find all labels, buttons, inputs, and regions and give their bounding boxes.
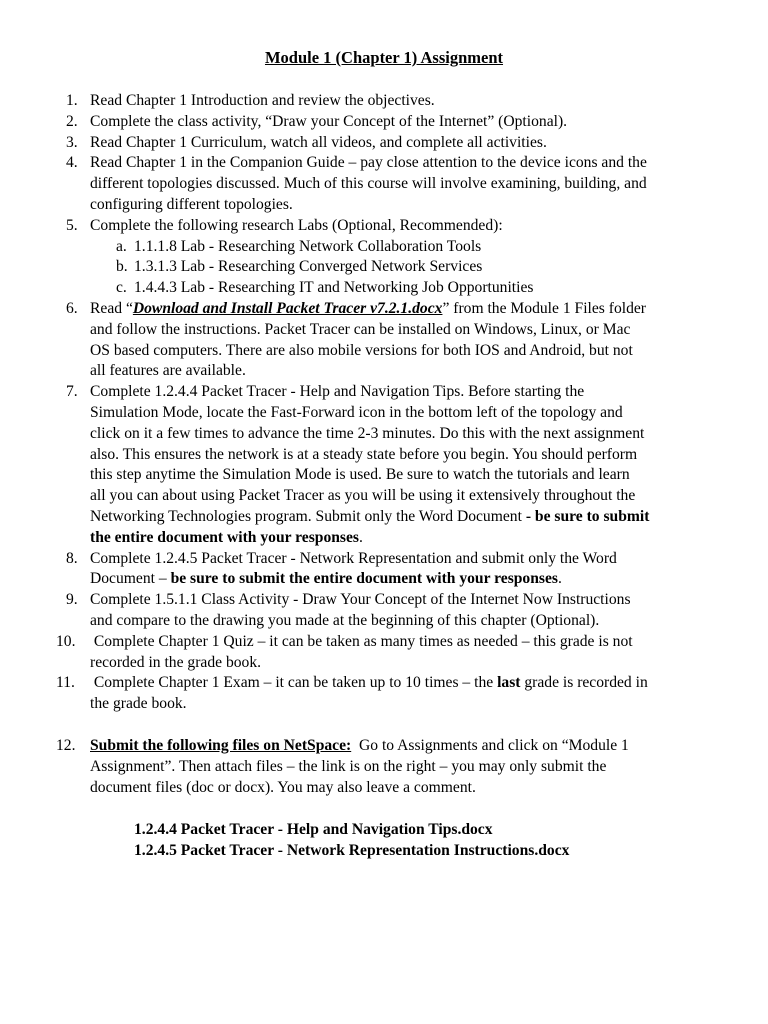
item-text: Complete the class activity, “Draw your Concept of the Internet” (Optional). xyxy=(90,112,568,130)
item-text-segment: Complete Chapter 1 Exam – it can be taken up to 10 times – the xyxy=(90,674,498,692)
item-text-line xyxy=(90,507,736,528)
item-text-line: and compare to the drawing you made at the beginning of this chapter (Optional). xyxy=(90,611,600,629)
sub-item-text: 1.4.4.3 Lab - Researching IT and Networking Job Opportunities xyxy=(134,279,534,297)
item-text-line: Complete Chapter 1 Quiz – it can be taken as many times as needed – this grade is not xyxy=(90,632,633,650)
item-text-line: click on it a few times to advance the time 2-3 minutes. Do this with the next assignment xyxy=(90,424,645,442)
sub-item-text: 1.1.1.8 Lab - Researching Network Collaboration Tools xyxy=(134,237,482,255)
item-text: Complete the following research Labs (Optional, Recommended): xyxy=(90,216,503,234)
list-item-6 xyxy=(66,299,736,382)
list-item-11 xyxy=(56,673,736,715)
list-item-10 xyxy=(56,632,736,674)
item-number: 4. xyxy=(66,154,78,172)
item-text-line: Complete 1.2.4.5 Packet Tracer - Network Representation and submit only the Word xyxy=(90,549,617,567)
sub-item-letter: b. xyxy=(116,258,128,276)
file-list xyxy=(134,820,569,862)
item-number: 2. xyxy=(66,112,78,130)
sub-item-letter: c. xyxy=(116,279,127,297)
item-number: 6. xyxy=(66,299,78,317)
item-number: 12. xyxy=(56,736,76,754)
item-text-line: the grade book. xyxy=(90,695,187,713)
item-text-line: also. This ensures the network is at a steady state before you begin. You should perform xyxy=(90,445,638,463)
list-item-8 xyxy=(66,549,736,591)
item-text-line: Read Chapter 1 in the Companion Guide – pay close attention to the device icons and the xyxy=(90,154,647,172)
item-text-line: Simulation Mode, locate the Fast-Forward icon in the bottom left of the topology and xyxy=(90,403,623,421)
page-title: Module 1 (Chapter 1) Assignment xyxy=(264,48,504,67)
document-link[interactable]: Download and Install Packet Tracer v7.2.1.docx xyxy=(132,299,443,317)
bold-emphasis: - be sure to submit xyxy=(525,507,650,525)
spacer xyxy=(66,715,736,736)
item-text-line: Assignment”. Then attach files – the link is on the right – you may only submit the xyxy=(90,757,607,775)
list-item-3 xyxy=(66,133,736,154)
item-text-line xyxy=(90,569,736,590)
item-text-line: recorded in the grade book. xyxy=(90,653,262,671)
item-text-line: and follow the instructions. Packet Tracer can be installed on Windows, Linux, or Mac xyxy=(90,320,631,338)
item-text: Read Chapter 1 Curriculum, watch all videos, and complete all activities. xyxy=(90,133,547,151)
bold-emphasis: be sure to submit the entire document with your responses xyxy=(170,570,558,588)
item-text-line: all you can about using Packet Tracer as you will be using it extensively throughout the xyxy=(90,487,636,505)
item-text-line xyxy=(90,673,736,694)
item-text-line: configuring different topologies. xyxy=(90,195,293,213)
sub-item-a xyxy=(66,237,736,258)
item-text: Read Chapter 1 Introduction and review the objectives. xyxy=(90,92,435,109)
file-name-1: 1.2.4.4 Packet Tracer - Help and Navigation Tips.docx xyxy=(134,821,493,838)
item-number: 1. xyxy=(66,92,78,109)
sub-item-letter: a. xyxy=(116,237,127,255)
list-item-12 xyxy=(56,736,736,798)
item-text-segment: Networking Technologies program. Submit only the Word Document xyxy=(90,507,526,525)
sub-item-c xyxy=(66,278,736,299)
item-text-line xyxy=(90,299,736,320)
list-item-2 xyxy=(66,112,736,133)
item-number: 7. xyxy=(66,383,78,401)
item-text-segment: grade is recorded in xyxy=(520,674,648,692)
list-item-4 xyxy=(66,153,736,215)
item-text-segment: Go to Assignments and click on “Module 1 xyxy=(351,736,629,754)
item-text-line: OS based computers. There are also mobile versions for both IOS and Android, but not xyxy=(90,341,633,359)
item-text-line: all features are available. xyxy=(90,362,246,380)
item-number: 3. xyxy=(66,133,78,151)
file-name-2: 1.2.4.5 Packet Tracer - Network Representation Instructions.docx xyxy=(134,841,570,859)
item-number: 5. xyxy=(66,216,78,234)
item-text-line: Complete 1.2.4.4 Packet Tracer - Help and Navigation Tips. Before starting the xyxy=(90,383,585,401)
item-number: 8. xyxy=(66,549,78,567)
item-text-segment: Document – xyxy=(90,570,171,588)
sub-item-b xyxy=(66,257,736,278)
list-item-5 xyxy=(66,216,736,237)
list-item-7 xyxy=(66,382,736,548)
item-text-segment: . xyxy=(359,528,363,546)
item-text-line: different topologies discussed. Much of this course will involve examining, building, and xyxy=(90,175,647,193)
item-text-segment: . xyxy=(557,570,562,588)
list-item-1 xyxy=(66,91,736,112)
assignment-list xyxy=(56,91,736,798)
item-number: 11. xyxy=(56,674,75,692)
item-text-line xyxy=(90,528,736,549)
list-item-9 xyxy=(66,590,736,632)
item-text-line: Complete 1.5.1.1 Class Activity - Draw Your Concept of the Internet Now Instructions xyxy=(90,591,631,609)
item-text-post: ” from the Module 1 Files folder xyxy=(442,299,646,317)
bold-emphasis: last xyxy=(497,674,521,692)
bold-underlined-label: Submit the following files on NetSpace: xyxy=(90,736,352,754)
item-text-line xyxy=(90,736,736,757)
bold-emphasis: the entire document with your responses xyxy=(90,528,359,546)
sub-item-text: 1.3.1.3 Lab - Researching Converged Network Services xyxy=(134,258,483,276)
item-text-line: this step anytime the Simulation Mode is used. Be sure to watch the tutorials and learn xyxy=(90,466,630,484)
item-text-line: document files (doc or docx). You may also leave a comment. xyxy=(90,778,476,796)
item-number: 10. xyxy=(56,632,76,650)
item-text-pre: Read “ xyxy=(90,299,133,317)
item-number: 9. xyxy=(66,591,78,609)
